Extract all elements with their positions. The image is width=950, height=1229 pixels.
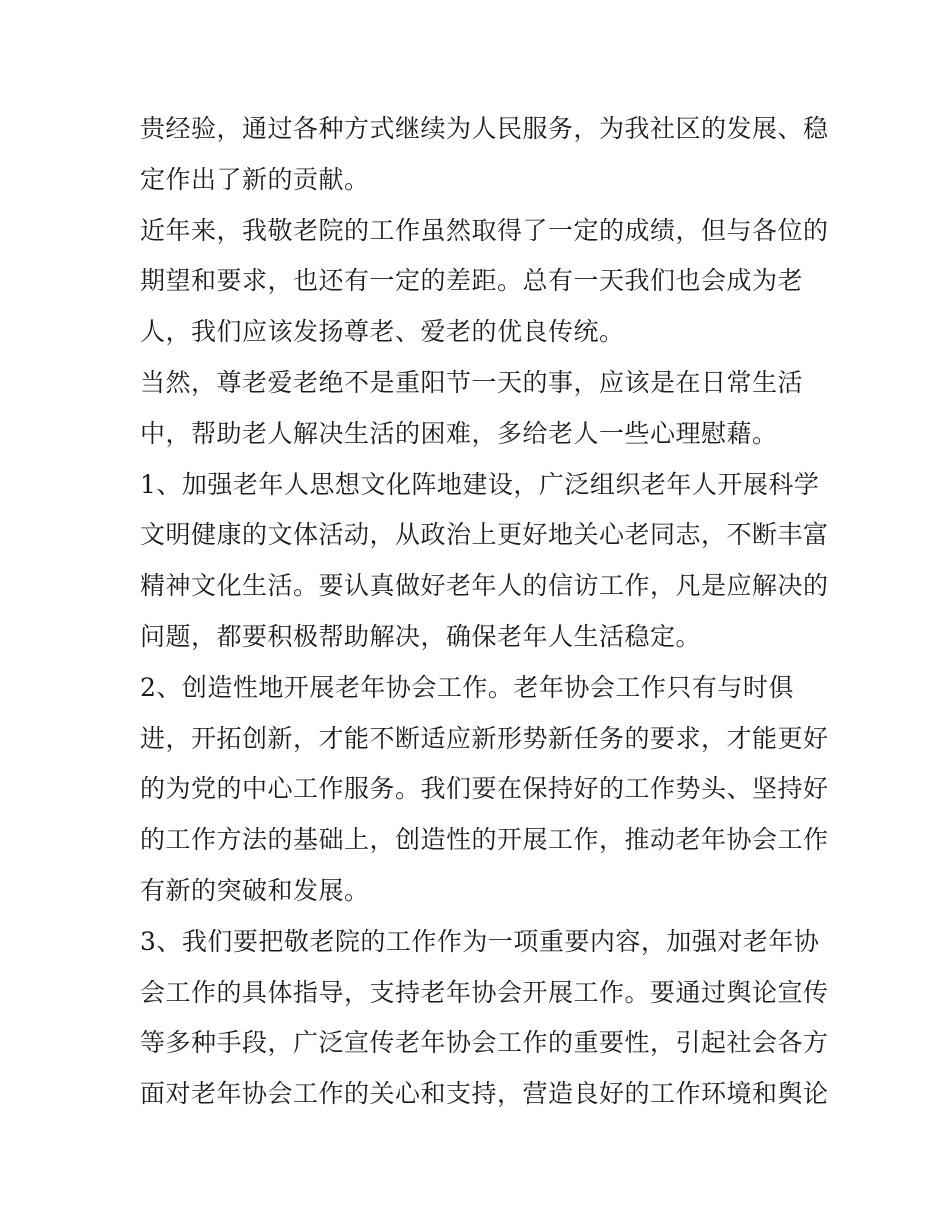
text-line: 问题，都要积极帮助解决，确保老年人生活稳定。	[140, 621, 702, 651]
text-line: 定作出了新的贡献。	[140, 164, 370, 194]
text-line: 贵经验，通过各种方式继续为人民服务，为我社区的发展、稳	[140, 114, 829, 143]
body-text	[140, 104, 829, 1120]
text-line: 1、加强老年人思想文化阵地建设，广泛组织老年人开展科学	[140, 469, 820, 499]
text-line: 3、我们要把敬老院的工作作为一项重要内容，加强对老年协	[140, 926, 820, 956]
text-line: 人，我们应该发扬尊老、爱老的优良传统。	[140, 317, 625, 347]
text-line: 文明健康的文体活动，从政治上更好地关心老同志，不断丰富	[140, 520, 829, 550]
text-line: 等多种手段，广泛宣传老年协会工作的重要性，引起社会各方	[140, 1028, 829, 1058]
text-line: 的为党的中心工作服务。我们要在保持好的工作势头、坚持好	[140, 774, 829, 804]
text-line: 面对老年协会工作的关心和支持，营造良好的工作环境和舆论	[140, 1079, 829, 1109]
text-line: 中，帮助老人解决生活的困难，多给老人一些心理慰藉。	[140, 418, 778, 448]
text-line: 会工作的具体指导，支持老年协会开展工作。要通过舆论宣传	[140, 977, 829, 1007]
text-line: 2、创造性地开展老年协会工作。老年协会工作只有与时俱	[140, 672, 794, 702]
text-line: 近年来，我敬老院的工作虽然取得了一定的成绩，但与各位的	[140, 215, 829, 245]
text-line: 有新的突破和发展。	[140, 875, 370, 905]
text-line: 期望和要求，也还有一定的差距。总有一天我们也会成为老	[140, 266, 804, 296]
text-line: 精神文化生活。要认真做好老年人的信访工作，凡是应解决的	[140, 571, 829, 601]
text-line: 进，开拓创新，才能不断适应新形势新任务的要求，才能更好	[140, 723, 829, 753]
text-line: 当然，尊老爱老绝不是重阳节一天的事，应该是在日常生活	[140, 367, 804, 397]
text-line: 的工作方法的基础上，创造性的开展工作，推动老年协会工作	[140, 825, 829, 855]
